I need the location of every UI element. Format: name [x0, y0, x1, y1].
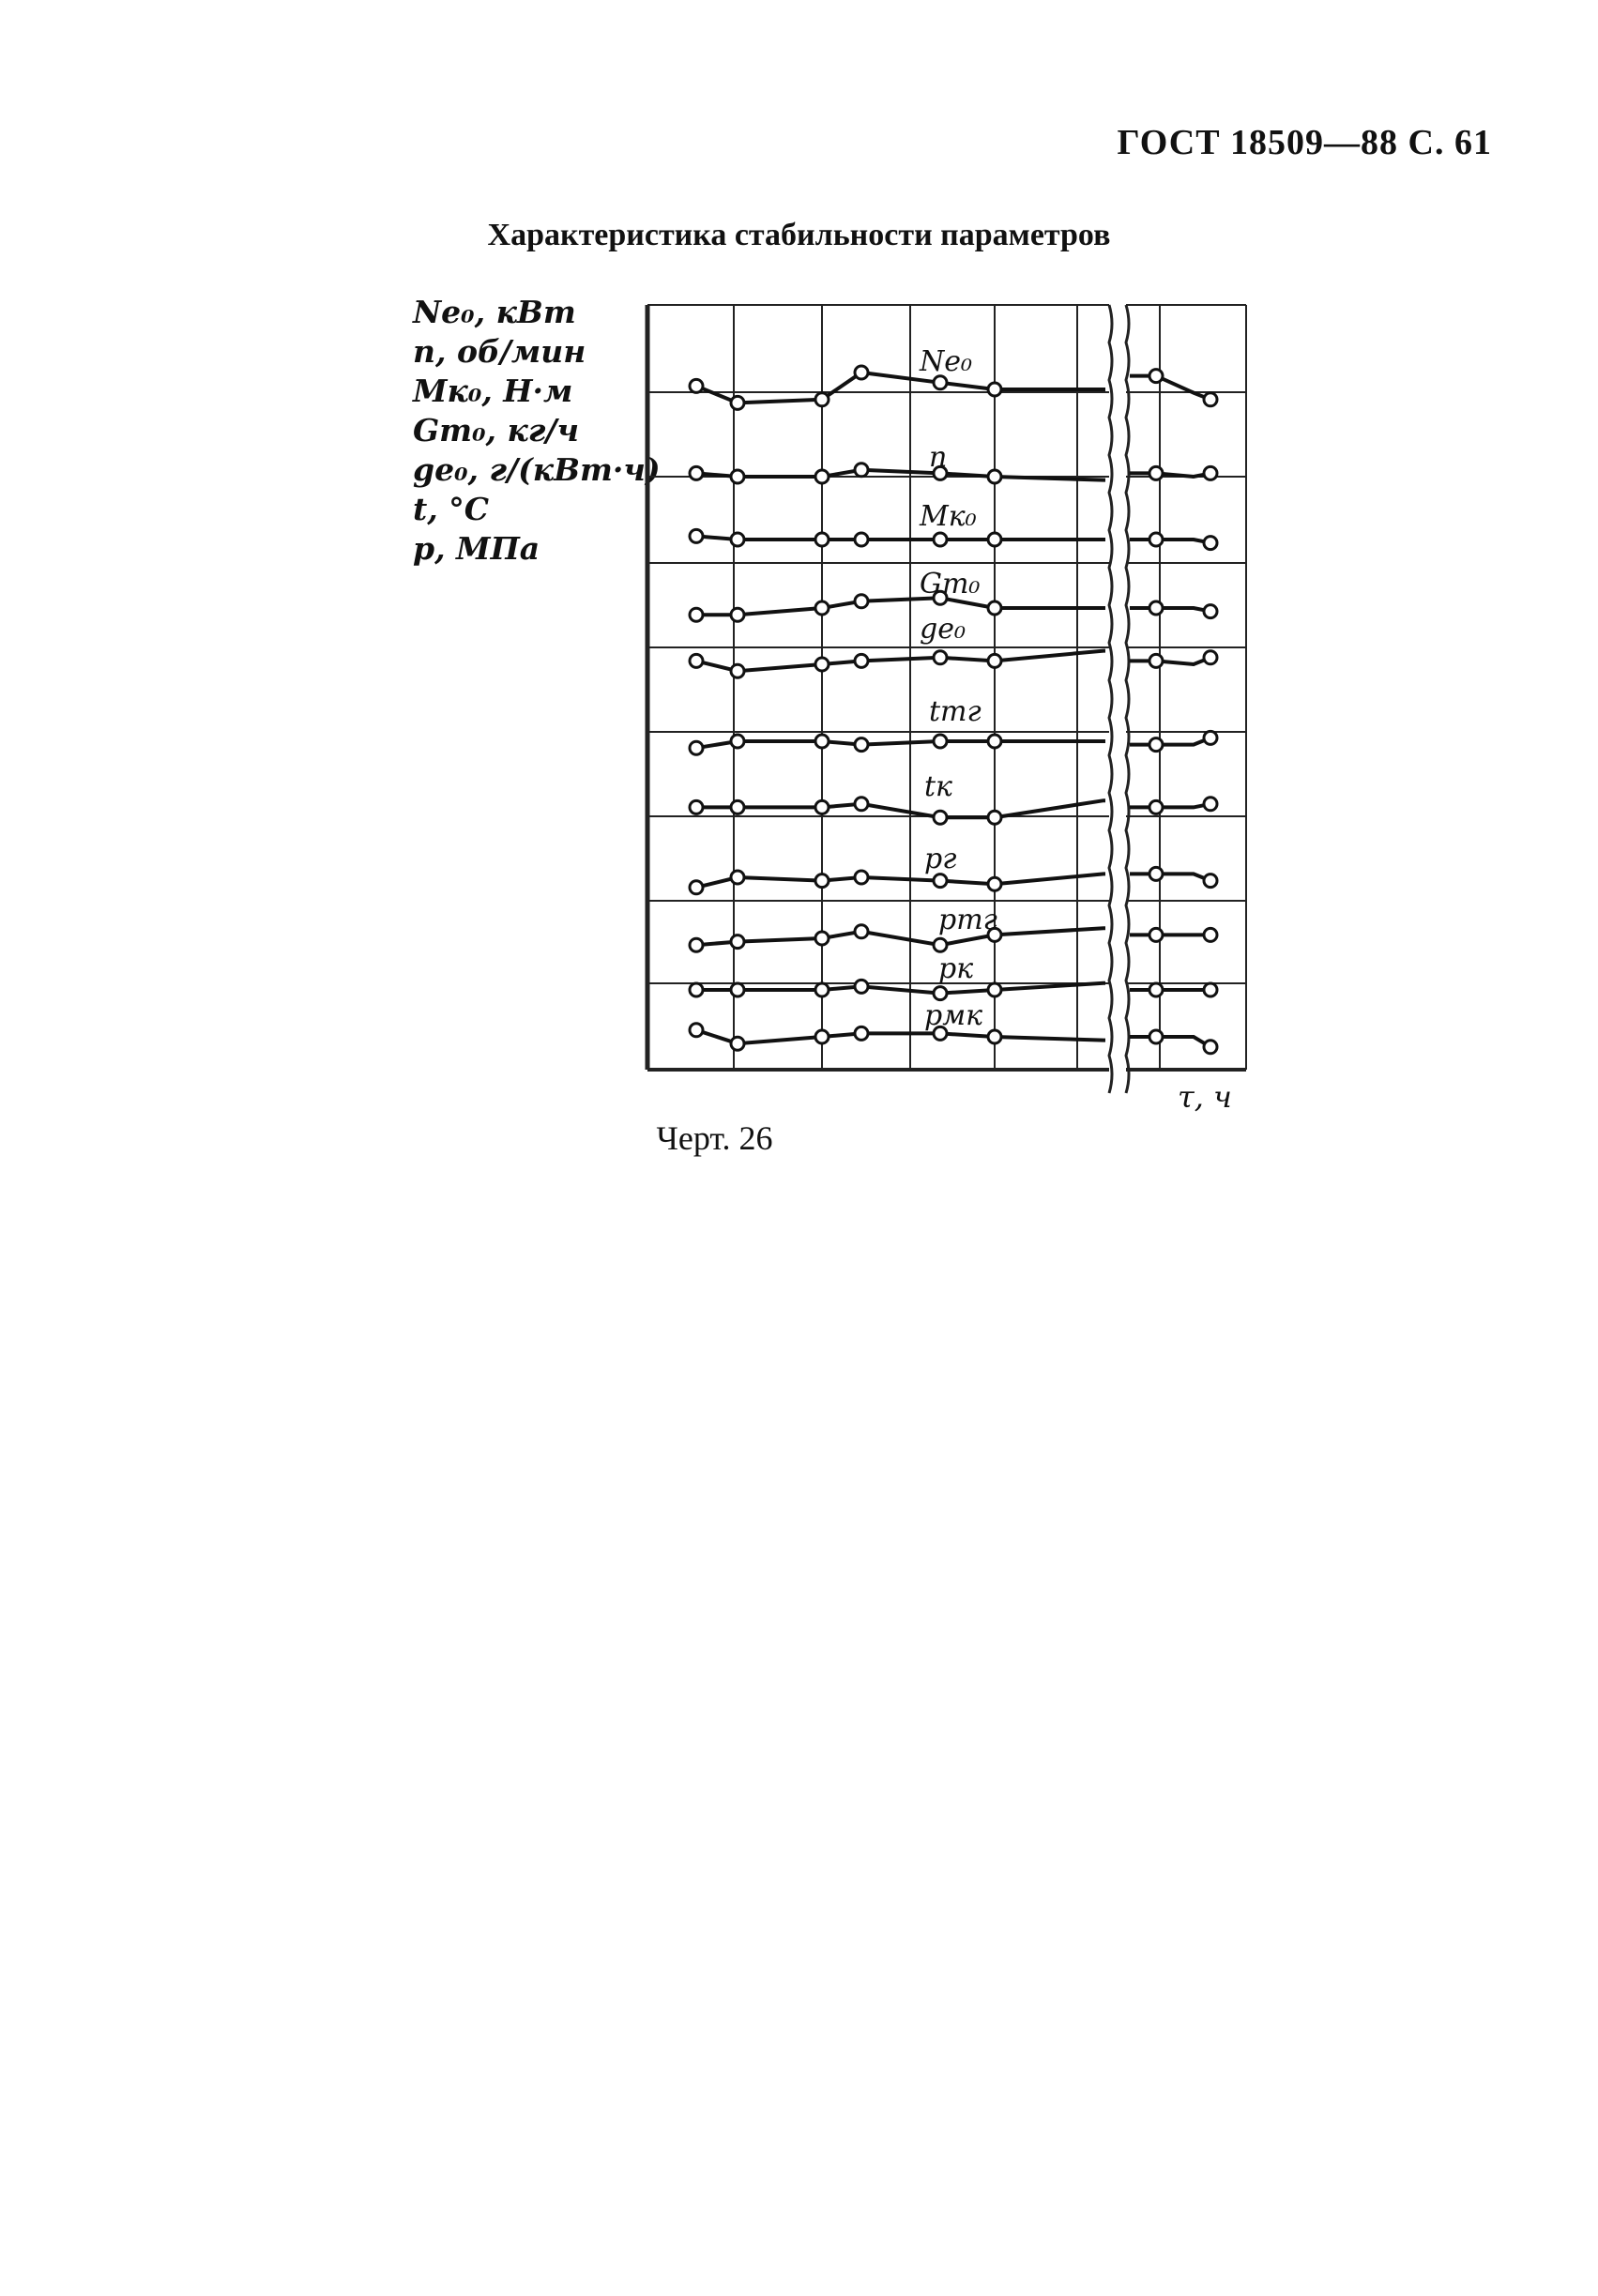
series-point-8-7	[1204, 928, 1217, 941]
series-point-7-7	[1204, 874, 1217, 888]
series-point-10-7	[1204, 1041, 1217, 1054]
series-point-4-0	[690, 654, 703, 667]
series-point-9-6	[1149, 983, 1163, 996]
series-point-6-3	[855, 798, 868, 811]
series-line-left-10	[696, 1030, 1105, 1043]
series-point-2-6	[1149, 533, 1163, 546]
series-line-left-1	[696, 470, 1105, 480]
series-point-0-6	[1149, 370, 1163, 383]
series-point-10-5	[988, 1030, 1001, 1043]
series-line-right-7	[1130, 874, 1210, 880]
series-point-4-2	[815, 658, 829, 671]
series-point-7-0	[690, 881, 703, 894]
series-point-7-5	[988, 877, 1001, 890]
series-point-8-4	[934, 938, 947, 951]
series-line-right-2	[1130, 540, 1210, 543]
series-point-1-2	[815, 470, 829, 483]
series-point-6-6	[1149, 800, 1163, 813]
series-point-8-1	[731, 935, 744, 949]
series-point-5-7	[1204, 731, 1217, 744]
series-point-6-0	[690, 800, 703, 813]
series-line-left-7	[696, 874, 1105, 887]
series-point-9-5	[988, 983, 1001, 996]
series-label-10: pмк	[924, 999, 982, 1032]
y-label-power: Ne₀, кВт	[413, 294, 576, 330]
series-point-4-1	[731, 664, 744, 677]
series-label-3: Gт₀	[920, 568, 981, 601]
series-point-0-7	[1204, 393, 1217, 406]
chart-title: Характеристика стабильности параметров	[487, 218, 1111, 252]
series-point-7-6	[1149, 867, 1163, 880]
series-point-5-1	[731, 735, 744, 748]
series-point-4-5	[988, 654, 1001, 667]
series-point-5-0	[690, 741, 703, 754]
series-point-2-2	[815, 533, 829, 546]
series-point-2-5	[988, 533, 1001, 546]
series-point-6-1	[731, 800, 744, 813]
series-point-1-1	[731, 470, 744, 483]
series-line-right-0	[1130, 376, 1210, 400]
series-point-5-3	[855, 738, 868, 752]
series-point-9-3	[855, 980, 868, 993]
series-point-3-1	[731, 608, 744, 621]
series-point-1-5	[988, 470, 1001, 483]
series-point-6-4	[934, 811, 947, 824]
series-line-left-5	[696, 741, 1105, 748]
series-point-5-2	[815, 735, 829, 748]
x-axis-label: τ, ч	[1178, 1079, 1232, 1115]
series-point-5-4	[934, 735, 947, 748]
series-point-10-3	[855, 1026, 868, 1040]
series-point-8-0	[690, 938, 703, 951]
y-label-temperature: t, °C	[413, 491, 489, 527]
series-point-4-7	[1204, 651, 1217, 664]
series-point-6-5	[988, 811, 1001, 824]
series-point-5-5	[988, 735, 1001, 748]
series-label-2: Mк₀	[920, 500, 977, 533]
series-point-6-2	[815, 800, 829, 813]
series-line-right-10	[1130, 1037, 1210, 1047]
axis-break-right	[1126, 305, 1129, 1093]
series-point-3-2	[815, 601, 829, 615]
series-point-2-0	[690, 529, 703, 542]
y-label-pressure: p, МПа	[413, 530, 540, 567]
series-point-8-3	[855, 925, 868, 938]
series-label-5: tтг	[929, 695, 982, 728]
series-point-9-0	[690, 983, 703, 996]
series-point-1-7	[1204, 466, 1217, 479]
series-point-5-6	[1149, 738, 1163, 752]
series-label-8: pтг	[938, 904, 997, 936]
series-line-right-3	[1130, 608, 1210, 612]
series-point-0-1	[731, 396, 744, 409]
series-point-3-0	[690, 608, 703, 621]
series-label-6: tк	[924, 770, 952, 803]
series-point-10-0	[690, 1024, 703, 1037]
series-point-10-6	[1149, 1030, 1163, 1043]
series-line-left-9	[696, 983, 1105, 994]
series-point-4-3	[855, 654, 868, 667]
series-point-7-1	[731, 871, 744, 884]
series-point-9-2	[815, 983, 829, 996]
series-line-left-0	[696, 373, 1105, 403]
series-label-4: ge₀	[920, 613, 966, 646]
series-point-4-4	[934, 651, 947, 664]
series-line-left-2	[696, 536, 1105, 540]
y-label-fuel-flow: Gт₀, кг/ч	[413, 412, 580, 449]
series-point-10-1	[731, 1037, 744, 1050]
series-point-4-6	[1149, 654, 1163, 667]
y-label-speed: n, об/мин	[413, 333, 586, 370]
series-point-0-3	[855, 366, 868, 379]
series-line-left-6	[696, 800, 1105, 817]
series-label-0: Ne₀	[920, 345, 973, 378]
series-point-1-6	[1149, 466, 1163, 479]
page-header: ГОСТ 18509—88 С. 61	[1117, 123, 1492, 162]
series-line-left-8	[696, 928, 1105, 945]
figure-caption: Черт. 26	[656, 1119, 773, 1157]
series-point-2-4	[934, 533, 947, 546]
series-point-9-4	[934, 987, 947, 1000]
series-point-0-2	[815, 393, 829, 406]
series-point-2-3	[855, 533, 868, 546]
series-label-7: pг	[924, 843, 957, 875]
series-line-right-4	[1130, 658, 1210, 664]
series-point-3-3	[855, 595, 868, 608]
series-point-0-0	[690, 379, 703, 392]
y-label-torque: Mк₀, Н·м	[413, 373, 573, 409]
series-label-1: n	[929, 441, 948, 474]
series-point-0-5	[988, 383, 1001, 396]
series-point-1-0	[690, 466, 703, 479]
series-point-10-2	[815, 1030, 829, 1043]
series-point-9-7	[1204, 983, 1217, 996]
series-line-left-4	[696, 651, 1105, 672]
series-line-left-3	[696, 598, 1105, 615]
series-point-1-3	[855, 464, 868, 477]
series-point-9-1	[731, 983, 744, 996]
series-point-8-2	[815, 932, 829, 945]
series-line-right-5	[1130, 737, 1210, 744]
series-point-7-2	[815, 874, 829, 888]
y-label-specific-consumption: ge₀, г/(кВт·ч)	[413, 451, 661, 488]
series-point-8-6	[1149, 928, 1163, 941]
series-point-3-5	[988, 601, 1001, 615]
series-point-2-1	[731, 533, 744, 546]
axis-break-left	[1109, 305, 1112, 1093]
series-point-2-7	[1204, 537, 1217, 550]
series-point-7-3	[855, 871, 868, 884]
series-line-right-6	[1130, 804, 1210, 808]
series-point-7-4	[934, 874, 947, 888]
series-label-9: pк	[938, 952, 974, 985]
series-point-3-6	[1149, 601, 1163, 615]
series-point-6-7	[1204, 798, 1217, 811]
series-point-3-7	[1204, 605, 1217, 618]
